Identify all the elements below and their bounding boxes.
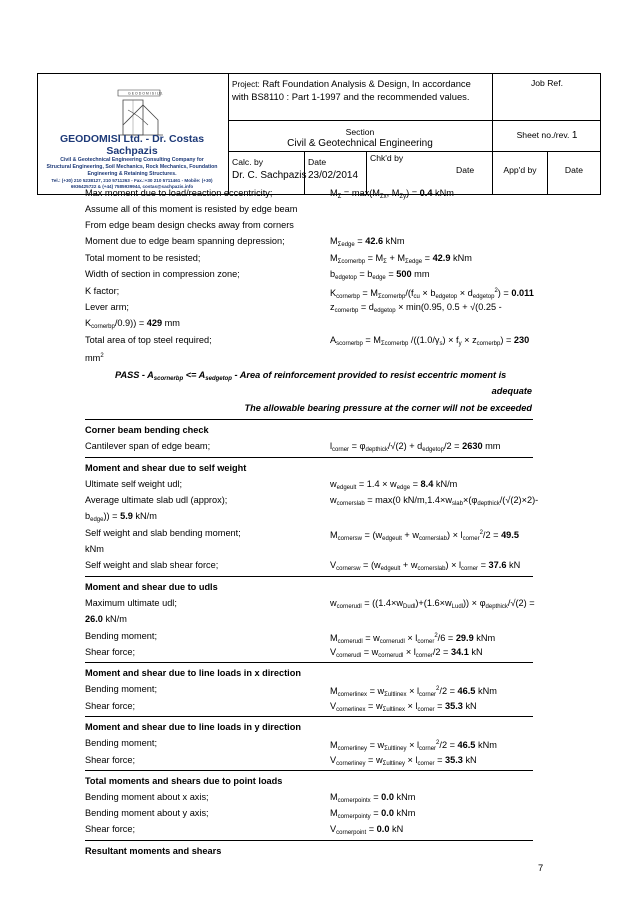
calc-by-value: Dr. C. Sachpazis — [232, 170, 307, 181]
divider — [85, 840, 533, 841]
project-field: Project: Raft Foundation Analysis & Design, In accordance with BS8110 : Part 1-1997 and the recommended values. — [232, 78, 471, 102]
max-udl-label: Maximum ultimate udl; — [85, 598, 177, 608]
point-my-formula: $M_{cornerpointy} = 0.0$ kNm — [330, 808, 416, 820]
point-mx-formula: $M_{cornerpointx} = 0.0$ kNm — [330, 792, 416, 804]
top-steel-formula: $A_{scornerbp} = M_{\Sigma cornerbp}$ $/((1.0/\gamma_s) \times f_y \times z_{cornerbp}) = 230$ — [330, 335, 530, 347]
width-label: Width of section in compression zone; — [85, 269, 240, 279]
point-shear-label: Shear force; — [85, 824, 136, 834]
divider — [85, 770, 533, 771]
pass-adequate: adequate — [491, 386, 532, 396]
sw-shear-formula: $V_{cornersw} = (w_{edgeult} + w_{cornerslab}) \times l_{corner} = 37.6$ kN — [330, 560, 521, 572]
liney-shear-label: Shear force; — [85, 755, 136, 765]
chkd-by-label: Chk'd by — [370, 153, 404, 163]
divider — [85, 662, 533, 663]
company-info — [37, 133, 227, 190]
liney-shear-formula: $V_{cornerliney} = w_{\Sigma ultliney} \times l_{corner} = 35.3$ kN — [330, 755, 477, 767]
linex-shear-formula: $V_{cornerlinex} = w_{\Sigma ultlinex} \times l_{corner} = 35.3$ kN — [330, 701, 477, 713]
section-label: Section — [345, 127, 375, 137]
max-udl-formula: $w_{cornerudl} = ((1.4\times w_{Dudl})+(1.6\times w_{Ludl})) \times \varphi_{depthick}/√(2)$ = — [330, 598, 535, 610]
total-moment-label: Total moment to be resisted; — [85, 253, 201, 263]
date-value: 23/02/2014 — [308, 170, 359, 181]
company-line2: Structural Engineering, Soil Mechanics, Rock Mechanics, Foundation — [46, 164, 218, 170]
sw-moment-unit: kNm — [85, 544, 104, 554]
date2-label: Date — [456, 165, 475, 175]
max-moment-label: Max moment due to load/reaction eccentricity; — [85, 188, 273, 198]
lever-arm-cont: $K_{cornerbp}/0.9)) = 429$ mm — [85, 318, 180, 330]
lever-arm-formula: $z_{cornerbp} = d_{edgetop} \times \min(0.95$, 0.5 + √(0.25 - — [330, 302, 502, 314]
section-value: Civil & Geotechnical Engineering — [287, 138, 433, 149]
edge-moment-label: Moment due to edge beam spanning depression; — [85, 236, 285, 246]
slab-udl-cont: $b_{edge})) = 5.9$ kN/m — [85, 511, 157, 523]
job-ref-label: Job Ref. — [530, 78, 563, 88]
date3-label: Date — [564, 165, 584, 175]
company-contact2: 6936425722 & (+44) 7585939944, costas@sachpazis.info — [70, 184, 194, 189]
lever-arm-label: Lever arm; — [85, 302, 129, 312]
slab-udl-formula: $w_{cornerslab} = \max(0$ $kN/m,1.4\times w_{slab}\times(\varphi_{depthick}/(√(2)\times 2)-$ — [330, 495, 539, 507]
linex-shear-label: Shear force; — [85, 701, 136, 711]
self-weight-heading: Moment and shear due to self weight — [85, 463, 247, 473]
linex-moment-label: Bending moment; — [85, 684, 158, 694]
udl-moment-formula: $M_{cornerudl} = w_{cornerudl} \times l_{corner}^2/6 = 29.9$ kNm — [330, 633, 496, 645]
calc-by-label: Calc. by — [232, 157, 264, 167]
appd-by-label: App'd by — [503, 165, 537, 175]
divider — [85, 419, 533, 420]
company-line1: Civil & Geotechnical Engineering Consulting Company for — [60, 157, 204, 163]
resultant-heading: Resultant moments and shears — [85, 846, 222, 856]
line-x-heading: Moment and shear due to line loads in x direction — [85, 668, 301, 678]
k-factor-formula: $K_{cornerbp} = M_{\Sigma cornerbp}/(f_{cu} \times b_{edgetop} \times d_{edgetop}^2) = 0.011$ — [330, 288, 534, 300]
edge-checks-line: From edge beam design checks away from corners — [85, 220, 294, 230]
company-contact1: Tel.: (+30) 210 5238127, 210 5711263 - Fax.:+30 210 5711461 - Mobile: (+30) — [51, 178, 213, 183]
width-formula: $b_{edgetop} = b_{edge} = 500$ mm — [330, 269, 430, 281]
company-name: GEODOMISI Ltd. - Dr. Costas Sachpazis — [59, 133, 205, 157]
liney-moment-formula: $M_{cornerliney} = w_{\Sigma ultliney} \times l_{corner}^2/2 = 46.5$ kNm — [330, 740, 497, 752]
svg-text:G E O D O M I S I Ltd.: G E O D O M I S I Ltd. — [128, 91, 163, 96]
divider — [85, 576, 533, 577]
bearing-pressure-statement: The allowable bearing pressure at the corner will not be exceeded — [244, 403, 532, 413]
point-shear-formula: $V_{cornerpoint} = 0.0$ kN — [330, 824, 404, 836]
total-moment-formula: $M_{\Sigma cornerbp} = M_\Sigma + M_{\Sigma edge} = 42.9$ kNm — [330, 253, 472, 265]
udl-moment-label: Bending moment; — [85, 631, 158, 641]
divider — [85, 716, 533, 717]
sheet-field: Sheet no./rev. 1 — [516, 130, 578, 141]
sw-shear-label: Self weight and slab shear force; — [85, 560, 219, 570]
linex-moment-formula: $M_{cornerlinex} = w_{\Sigma ultlinex} \times l_{corner}^2/2 = 46.5$ kNm — [330, 686, 497, 698]
top-steel-unit: $mm^2$ — [85, 353, 104, 363]
max-moment-formula: $M_\Sigma = \max(M_{\Sigma x}$, $M_{\Sigma y}) = 0.4$ kNm — [330, 188, 454, 200]
max-udl-cont: 26.0 kN/m — [85, 614, 127, 624]
edge-moment-formula: $M_{\Sigma edge} = 42.6$ kNm — [330, 236, 405, 248]
divider — [85, 457, 533, 458]
sw-moment-label: Self weight and slab bending moment; — [85, 528, 241, 538]
assume-line: Assume all of this moment is resisted by edge beam — [85, 204, 298, 214]
self-weight-udl-label: Ultimate self weight udl; — [85, 479, 183, 489]
point-my-label: Bending moment about y axis; — [85, 808, 209, 818]
top-steel-label: Total area of top steel required; — [85, 335, 212, 345]
cantilever-label: Cantilever span of edge beam; — [85, 441, 211, 451]
cantilever-formula: $l_{corner} = \varphi_{depthick}/√(2) + d_{edgetop}/2 = 2630$ mm — [330, 441, 501, 453]
slab-udl-label: Average ultimate slab udl (approx); — [85, 495, 228, 505]
pass-statement: PASS - $A_{scornerbp} <= A_{sedgetop}$ - Area of reinforcement provided to resist eccentric moment is — [115, 370, 507, 382]
point-loads-heading: Total moments and shears due to point loads — [85, 776, 283, 786]
k-factor-label: K factor; — [85, 286, 120, 296]
liney-moment-label: Bending moment; — [85, 738, 158, 748]
udls-heading: Moment and shear due to udls — [85, 582, 218, 592]
self-weight-udl-formula: $w_{edgeult} = 1.4 \times w_{edge} = 8.4$ kN/m — [330, 479, 458, 491]
date-label: Date — [308, 157, 327, 167]
sw-moment-formula: $M_{cornersw} = (w_{edgeult} + w_{cornerslab}) \times l_{corner}^2/2 = 49.5$ — [330, 530, 519, 542]
corner-beam-heading: Corner beam bending check — [85, 425, 209, 435]
udl-shear-label: Shear force; — [85, 647, 136, 657]
point-mx-label: Bending moment about x axis; — [85, 792, 209, 802]
page-number: 7 — [538, 862, 544, 873]
company-line3: Engineering & Retaining Structures. — [87, 171, 177, 177]
udl-shear-formula: $V_{cornerudl} = w_{cornerudl} \times l_{corner}/2 = 34.1$ kN — [330, 647, 483, 659]
line-y-heading: Moment and shear due to line loads in y direction — [85, 722, 301, 732]
